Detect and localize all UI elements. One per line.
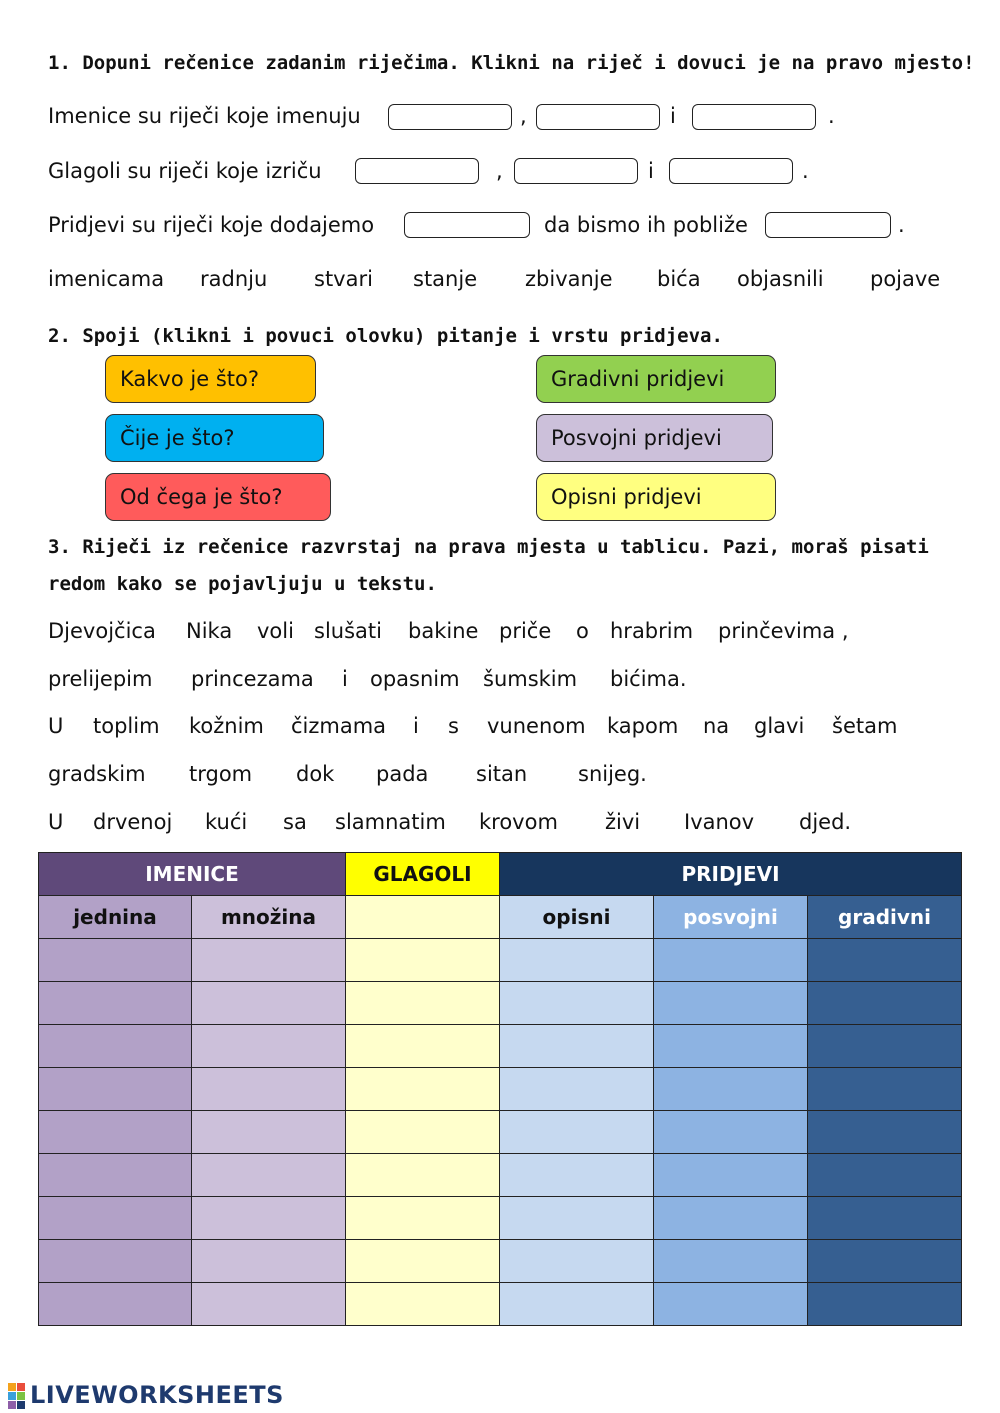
answer-cell[interactable] [346,982,500,1025]
sentence-word: Djevojčica [48,619,156,643]
table-row [39,1111,962,1154]
answer-cell[interactable] [808,1197,962,1240]
answer-cell[interactable] [39,1197,192,1240]
sentence-word: kući [205,810,248,834]
answer-cell[interactable] [808,1111,962,1154]
answer-cell[interactable] [654,939,808,982]
sentence-1-prefix: Imenice su riječi koje imenuju [48,104,361,128]
answer-cell[interactable] [808,1154,962,1197]
sentence-word: djed. [799,810,852,834]
drag-word[interactable]: objasnili [737,267,824,291]
table-row [39,939,962,982]
header-pridjevi: PRIDJEVI [500,853,962,896]
answer-cell[interactable] [39,1111,192,1154]
subheader-opisni: opisni [500,896,654,939]
answer-cell[interactable] [192,1068,346,1111]
answer-cell[interactable] [346,939,500,982]
drag-word[interactable]: stanje [413,267,478,291]
sentence-word: Nika [186,619,233,643]
blank-3-1[interactable] [404,212,530,238]
blank-1-3[interactable] [692,104,816,130]
answer-cell[interactable] [192,1283,346,1326]
answer-cell[interactable] [808,939,962,982]
answer-cell[interactable] [654,1283,808,1326]
answer-cell[interactable] [808,1068,962,1111]
liveworksheets-logo: LIVEWORKSHEETS [30,1381,284,1409]
table-row [39,1068,962,1111]
answer-cell[interactable] [192,1025,346,1068]
answer-cell[interactable] [500,1197,654,1240]
subheader-jednina: jednina [39,896,192,939]
sentence-word: šetam [832,714,898,738]
sentence-word: i [413,714,419,738]
and-word: i [670,104,676,128]
table-row [39,982,962,1025]
sentence-word: princezama [191,667,314,691]
answer-cell[interactable] [654,1025,808,1068]
answer-box-posvojni[interactable]: Posvojni pridjevi [536,414,773,462]
answer-cell[interactable] [654,982,808,1025]
sentence-3-prefix: Pridjevi su riječi koje dodajemo [48,213,375,237]
sentence-word: priče [499,619,552,643]
subheader-gradivni: gradivni [808,896,962,939]
answer-box-opisni[interactable]: Opisni pridjevi [536,473,776,521]
sentence-word: i [342,667,348,691]
blank-2-2[interactable] [514,158,638,184]
answer-cell[interactable] [346,1154,500,1197]
answer-cell[interactable] [654,1068,808,1111]
sentence-word: gradskim [48,762,146,786]
table-row [39,1154,962,1197]
drag-word[interactable]: imenicama [48,267,165,291]
section3-title-line1: 3. Riječi iz rečenice razvrstaj na prava mjesta u tablicu. Pazi, moraš pisati [48,536,929,558]
question-box-cije[interactable]: Čije je što? [105,414,324,462]
answer-box-gradivni[interactable]: Gradivni pridjevi [536,355,776,403]
question-box-od-cega[interactable]: Od čega je što? [105,473,331,521]
answer-cell[interactable] [500,1240,654,1283]
subheader-posvojni: posvojni [654,896,808,939]
sentence-word: o [576,619,589,643]
sentence-word: hrabrim [610,619,694,643]
answer-cell[interactable] [39,1025,192,1068]
sentence-word: snijeg. [578,762,647,786]
answer-cell[interactable] [346,1240,500,1283]
sentence-word: dok [296,762,335,786]
sentence-word: prelijepim [48,667,153,691]
answer-cell[interactable] [500,1154,654,1197]
sentence-word: bićima. [610,667,687,691]
answer-cell[interactable] [39,982,192,1025]
sentence-word: na [703,714,730,738]
sentence-word: šumskim [483,667,578,691]
table-row [39,1197,962,1240]
drag-word[interactable]: radnju [200,267,268,291]
blank-2-3[interactable] [669,158,793,184]
sentence-word: prinčevima , [718,619,849,643]
answer-cell[interactable] [192,939,346,982]
sentence-word: krovom [479,810,558,834]
period: . [828,104,835,128]
table-row [39,1240,962,1283]
drag-word[interactable]: zbivanje [525,267,613,291]
sentence-word: sitan [476,762,528,786]
sentence-word: sa [283,810,307,834]
sentence-word: toplim [93,714,160,738]
answer-cell[interactable] [654,1111,808,1154]
period: . [802,159,809,183]
period: . [898,213,905,237]
comma: , [496,159,503,183]
answer-cell[interactable] [346,1111,500,1154]
answer-cell[interactable] [808,982,962,1025]
blank-1-2[interactable] [536,104,660,130]
sentence-word: kapom [607,714,679,738]
table-row [39,1025,962,1068]
answer-cell[interactable] [39,1154,192,1197]
section2-title: 2. Spoji (klikni i povuci olovku) pitanje i vrstu pridjeva. [48,325,723,347]
sentence-word: opasnim [370,667,460,691]
sentence-word: slamnatim [335,810,446,834]
classification-table [38,852,962,1326]
answer-cell[interactable] [808,1240,962,1283]
sentence-word: s [448,714,459,738]
answer-cell[interactable] [346,1197,500,1240]
and-word: i [648,159,654,183]
answer-cell[interactable] [654,1240,808,1283]
blank-3-2[interactable] [765,212,891,238]
answer-cell[interactable] [346,1068,500,1111]
answer-cell[interactable] [654,1197,808,1240]
answer-cell[interactable] [192,1240,346,1283]
subheader-mnozina: množina [192,896,346,939]
sentence-word: vunenom [487,714,586,738]
drag-word[interactable]: bića [657,267,701,291]
sentence-word: bakine [408,619,479,643]
answer-cell[interactable] [808,1283,962,1326]
subheader-glagoli [346,896,500,939]
sentence-word: kožnim [189,714,264,738]
header-imenice: IMENICE [39,853,346,896]
blank-2-1[interactable] [355,158,479,184]
sentence-word: čizmama [291,714,387,738]
drag-word[interactable]: stvari [314,267,373,291]
answer-cell[interactable] [192,1111,346,1154]
blank-1-1[interactable] [388,104,512,130]
answer-cell[interactable] [500,939,654,982]
question-box-kakvo[interactable]: Kakvo je što? [105,355,316,403]
answer-cell[interactable] [500,1025,654,1068]
answer-cell[interactable] [500,982,654,1025]
comma: , [520,104,527,128]
drag-word[interactable]: pojave [870,267,941,291]
sentence-word: drvenoj [93,810,173,834]
answer-cell[interactable] [346,1025,500,1068]
sentence-2-prefix: Glagoli su riječi koje izriču [48,159,322,183]
sentence-word: glavi [754,714,805,738]
answer-cell[interactable] [500,1068,654,1111]
answer-cell[interactable] [39,1068,192,1111]
table-row [39,1283,962,1326]
section1-title: 1. Dopuni rečenice zadanim riječima. Klikni na riječ i dovuci je na pravo mjesto! [48,52,975,74]
answer-cell[interactable] [39,939,192,982]
answer-cell[interactable] [39,1283,192,1326]
answer-cell[interactable] [654,1154,808,1197]
answer-cell[interactable] [500,1111,654,1154]
section3-title-line2: redom kako se pojavljuju u tekstu. [48,573,437,595]
answer-cell[interactable] [192,1154,346,1197]
answer-cell[interactable] [192,982,346,1025]
answer-cell[interactable] [500,1283,654,1326]
sentence-word: slušati [314,619,382,643]
sentence-word: U [48,810,64,834]
answer-cell[interactable] [808,1025,962,1068]
answer-cell[interactable] [346,1283,500,1326]
sentence-word: U [48,714,64,738]
sentence-word: živi [605,810,641,834]
sentence-word: Ivanov [684,810,755,834]
header-glagoli: GLAGOLI [346,853,500,896]
sentence-3-middle: da bismo ih pobliže [544,213,748,237]
sentence-word: pada [376,762,429,786]
liveworksheets-logo-icon [8,1383,32,1407]
answer-cell[interactable] [192,1197,346,1240]
sentence-word: voli [257,619,294,643]
answer-cell[interactable] [39,1240,192,1283]
sentence-word: trgom [189,762,253,786]
